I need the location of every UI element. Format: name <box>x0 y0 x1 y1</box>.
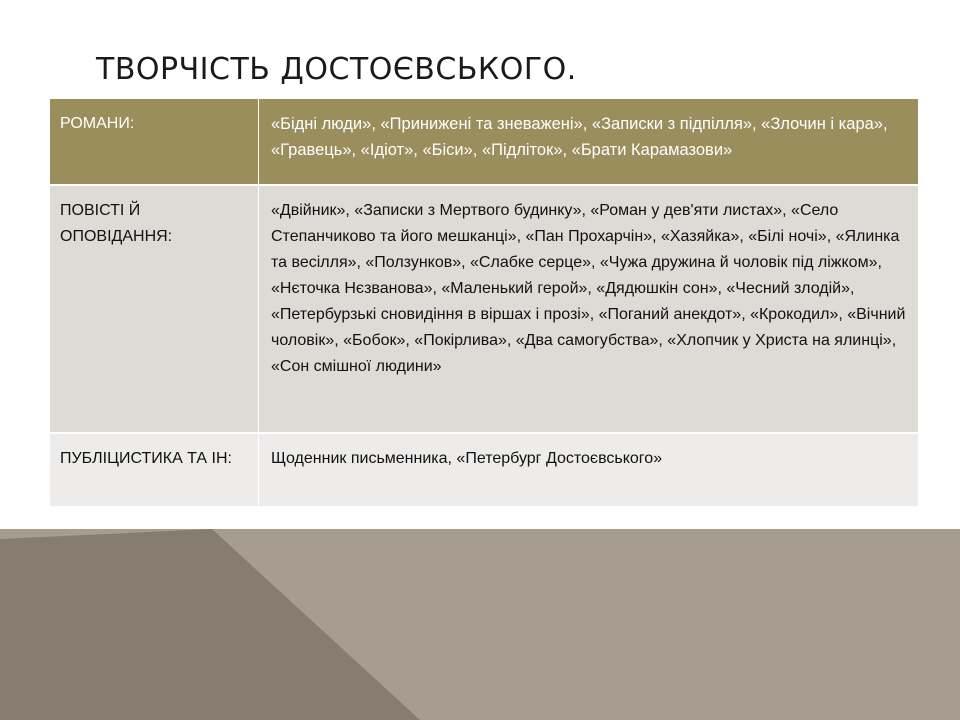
works-list-novels: «Бідні люди», «Принижені та зневажені», «Записки з підпілля», «Злочин і кара», «Гравець», «Ідіот», «Біси», «Підліток», «Брати Карамазови» <box>259 99 919 185</box>
table-row-journalism <box>50 433 918 506</box>
category-label-journalism: ПУБЛІЦИСТИКА ТА ІН: <box>50 433 259 506</box>
table-row-stories <box>50 185 918 433</box>
works-list-journalism: Щоденник письменника, «Петербург Достоєвського» <box>259 433 919 506</box>
decorative-bottom-band <box>0 529 960 720</box>
works-table <box>50 99 918 506</box>
table-row-novels <box>50 99 918 185</box>
slide-title: ТВОРЧІСТЬ ДОСТОЄВСЬКОГО. <box>96 52 577 87</box>
category-label-novels: РОМАНИ: <box>50 99 259 185</box>
works-list-stories: «Двійник», «Записки з Мертвого будинку», «Роман у дев'яти листах», «Село Степанчиково та його мешканці», «Пан Прохарчін», «Хазяйка», «Білі ночі», «Ялинка та весілля», «Ползунков», «Слабке серце», «Чужа дружина й чоловік під ліжком», «Нєточка Нєзванова», «Маленький герой», «Дядюшкін сон», «Чесний злодій», «Петербурзькі сновидіння в віршах і прозі», «Поганий анекдот», «Крокодил», «Вічний чоловік», «Бобок», «Покірлива», «Два самогубства», «Хлопчик у Христа на ялинці», «Сон смішної людини» <box>259 185 919 433</box>
category-label-stories: ПОВІСТІ Й ОПОВІДАННЯ: <box>50 185 259 433</box>
